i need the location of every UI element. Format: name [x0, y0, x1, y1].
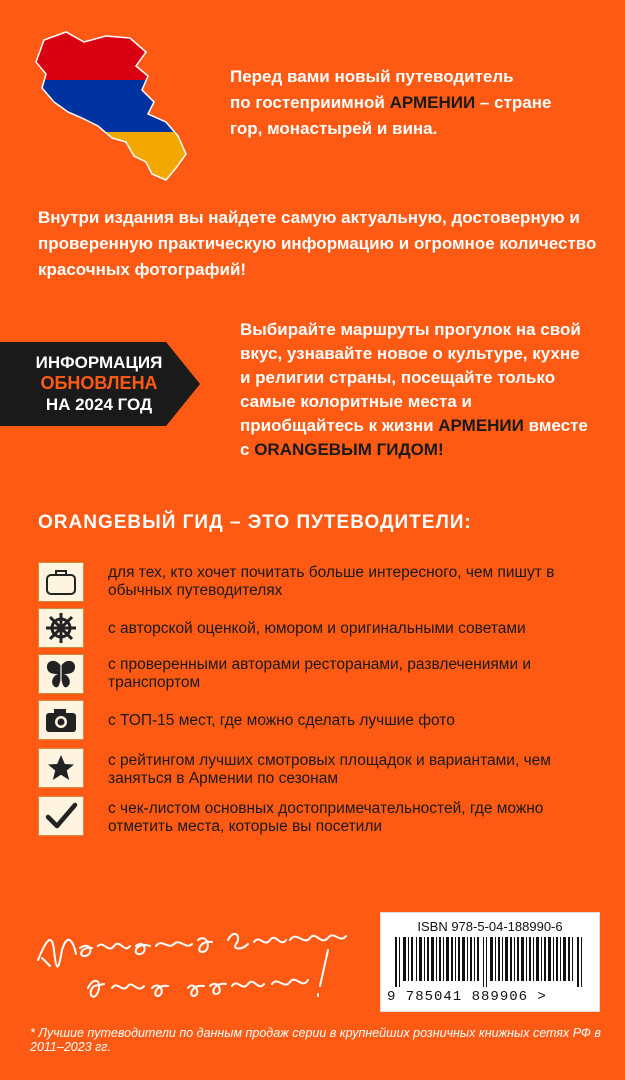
intro-line-2 — [230, 90, 590, 116]
feature-text: с чек-листом основных достопримечательностей, где можно отметить места, которые вы посетили — [108, 800, 544, 835]
routes-orange-guide-highlight: ORANGEВЫМ ГИДОМ! — [254, 440, 444, 459]
features-heading: ORANGEВЫЙ ГИД – ЭТО ПУТЕВОДИТЕЛИ: — [38, 512, 472, 533]
camera-icon — [38, 700, 84, 740]
checkmark-icon — [38, 796, 84, 836]
feature-item — [38, 700, 598, 744]
badge-line-3: НА 2024 ГОД — [45, 395, 153, 414]
feature-item — [38, 562, 598, 606]
feature-item — [38, 748, 598, 792]
intro-line-1: Перед вами новый путеводитель — [230, 67, 514, 86]
ship-wheel-icon — [38, 608, 84, 648]
intro-armenia-highlight: АРМЕНИИ — [389, 93, 476, 112]
feature-item — [38, 654, 598, 698]
star-icon — [38, 748, 84, 788]
routes-text-2: вместе с — [240, 416, 588, 459]
intro-line-3: гор, монастырей и вина. — [230, 119, 438, 138]
footnote: * Лучшие путеводители по данным продаж серии в крупнейших розничных книжных сетях РФ в 2011–2023 гг. — [30, 1026, 601, 1054]
isbn-barcode-digits: 9 785041 889906 > — [387, 989, 547, 1005]
badge-line-1: ИНФОРМАЦИЯ — [35, 353, 163, 372]
isbn-barcode — [380, 912, 600, 1012]
isbn-number: ISBN 978-5-04-188990-6 — [417, 919, 563, 934]
update-badge — [0, 342, 200, 426]
butterfly-icon — [38, 654, 84, 694]
inside-paragraph: Внутри издания вы найдете самую актуальную, достоверную и проверенную практическую информацию и огромное количество красочных фотографий! — [38, 208, 597, 279]
armenia-flag-map — [26, 18, 201, 188]
intro-line-2-end: – стране — [475, 93, 552, 112]
barcode-bars — [381, 937, 599, 987]
badge-line-2: ОБНОВЛЕНА — [40, 373, 158, 393]
intro-paragraph — [230, 64, 590, 142]
feature-text: для тех, кто хочет почитать больше интересного, чем пишут в обычных путеводителях — [108, 564, 555, 599]
handwritten-signature — [28, 910, 358, 1010]
feature-text: с ТОП-15 мест, где можно сделать лучшие фото — [108, 712, 455, 729]
suitcase-icon — [38, 562, 84, 602]
feature-text: с авторской оценкой, юмором и оригинальными советами — [108, 620, 526, 637]
routes-text-1: Выбирайте маршруты прогулок на свой вкус, узнавайте новое о культуре, кухне и религии страны, посещайте только самые колоритные места и приобщайтесь к жизни — [240, 320, 581, 435]
feature-text: с рейтингом лучших смотровых площадок и вариантами, чем заняться в Армении по сезонам — [108, 752, 551, 787]
feature-item — [38, 796, 598, 840]
feature-text: с проверенными авторами ресторанами, развлечениями и транспортом — [108, 656, 532, 691]
feature-item — [38, 608, 598, 652]
intro-line-2-start: по гостеприимной — [230, 93, 390, 112]
routes-armenia-highlight: АРМЕНИИ — [438, 416, 524, 435]
routes-paragraph — [240, 318, 590, 462]
